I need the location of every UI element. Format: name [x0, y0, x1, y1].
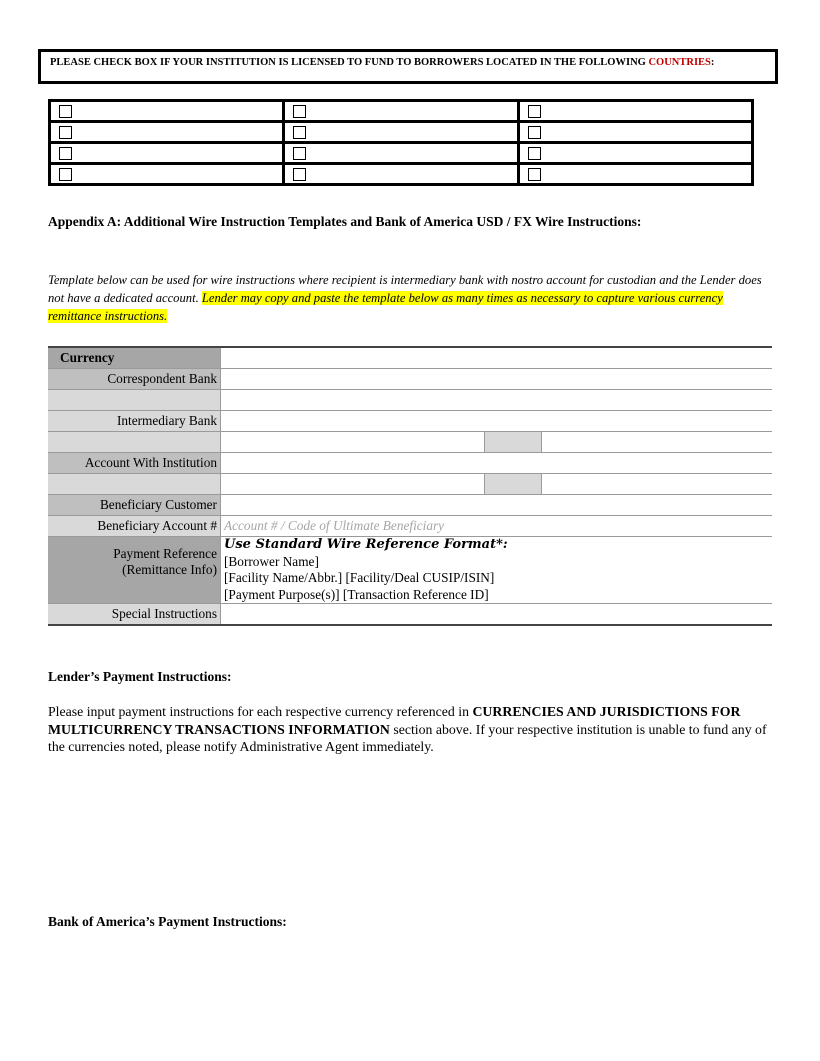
- intermediary-code-input[interactable]: [542, 432, 773, 453]
- currency-row: [48, 347, 772, 369]
- lender-body-bold: CURRENCIES AND JURISDICTIONS FOR MULTICURRENCY TRANSACTIONS INFORMATION: [48, 704, 741, 737]
- country-checkbox-grid: [48, 99, 754, 186]
- awi-code-input[interactable]: [542, 474, 773, 495]
- country-checkbox[interactable]: [293, 126, 306, 139]
- blank-label: [48, 474, 221, 495]
- country-cell[interactable]: [284, 122, 518, 143]
- country-checkbox[interactable]: [293, 105, 306, 118]
- country-checkbox[interactable]: [59, 126, 72, 139]
- appendix-heading: Appendix A: Additional Wire Instruction Templates and Bank of America USD / FX Wire Instructions:: [48, 214, 642, 229]
- wire-instruction-form: [48, 346, 772, 626]
- checkbox-row: [50, 101, 753, 122]
- correspondent-bank-detail-row: [48, 390, 772, 411]
- beneficiary-account-row: [48, 516, 772, 537]
- reference-line-1: [Borrower Name]: [224, 553, 319, 569]
- blank-label: [48, 390, 221, 411]
- countries-colon: :: [710, 57, 715, 68]
- country-checkbox[interactable]: [293, 147, 306, 160]
- account-with-institution-label: Account With Institution: [48, 453, 221, 474]
- currency-label: Currency: [48, 347, 221, 369]
- currency-input[interactable]: [221, 347, 773, 369]
- intermediary-bank-input[interactable]: [221, 411, 773, 432]
- special-instructions-input[interactable]: [221, 604, 773, 626]
- beneficiary-customer-label: Beneficiary Customer: [48, 495, 221, 516]
- country-cell[interactable]: [518, 143, 752, 164]
- country-checkbox[interactable]: [528, 147, 541, 160]
- country-cell[interactable]: [518, 164, 752, 185]
- reference-line-2: [Facility Name/Abbr.] [Facility/Deal CUSIP/ISIN]: [224, 570, 495, 585]
- countries-instruction-text: PLEASE CHECK BOX IF YOUR INSTITUTION IS LICENSED TO FUND TO BORROWERS LOCATED IN THE FOLLOWING: [50, 57, 646, 68]
- reference-format-title: Use Standard Wire Reference Format*:: [224, 537, 508, 552]
- checkbox-row: [50, 122, 753, 143]
- lender-heading: Lender’s Payment Instructions:: [48, 669, 232, 684]
- lender-body-prefix: Please input payment instructions for each respective currency referenced in: [48, 704, 473, 719]
- awi-code-label: [485, 474, 542, 495]
- beneficiary-account-label: Beneficiary Account #: [48, 516, 221, 537]
- country-cell[interactable]: [518, 122, 752, 143]
- country-cell[interactable]: [284, 143, 518, 164]
- checkbox-row: [50, 164, 753, 185]
- countries-instruction-box: [38, 49, 778, 84]
- payment-reference-label: [48, 537, 221, 604]
- payment-reference-label-line2: (Remittance Info): [122, 562, 217, 577]
- beneficiary-customer-input[interactable]: [221, 495, 773, 516]
- lender-body: [48, 703, 774, 756]
- account-with-institution-row: [48, 453, 772, 474]
- special-instructions-row: [48, 604, 772, 626]
- country-cell[interactable]: [518, 101, 752, 122]
- template-note: [48, 271, 778, 325]
- blank-label: [48, 432, 221, 453]
- beneficiary-account-input[interactable]: Account # / Code of Ultimate Beneficiary: [221, 516, 773, 537]
- intermediary-bank-label: Intermediary Bank: [48, 411, 221, 432]
- country-checkbox[interactable]: [293, 168, 306, 181]
- correspondent-bank-label: Correspondent Bank: [48, 369, 221, 390]
- lender-body-suffix: section above. If your respective institution is unable to fund any of the currencies noted, please notify Administrative Agent immediately.: [48, 721, 767, 754]
- account-with-institution-input[interactable]: [221, 453, 773, 474]
- country-checkbox[interactable]: [528, 105, 541, 118]
- country-checkbox[interactable]: [528, 168, 541, 181]
- country-cell[interactable]: [284, 164, 518, 185]
- payment-reference-row: [48, 537, 772, 604]
- country-checkbox[interactable]: [528, 126, 541, 139]
- boa-heading: Bank of America’s Payment Instructions:: [48, 914, 287, 929]
- correspondent-bank-detail-input[interactable]: [221, 390, 773, 411]
- country-cell[interactable]: [50, 143, 284, 164]
- intermediary-code-label: [485, 432, 542, 453]
- intermediary-bank-row: [48, 411, 772, 432]
- beneficiary-customer-row: [48, 495, 772, 516]
- country-cell[interactable]: [50, 122, 284, 143]
- country-cell[interactable]: [50, 101, 284, 122]
- intermediary-bank-detail-row: [48, 432, 772, 453]
- country-cell[interactable]: [284, 101, 518, 122]
- correspondent-bank-row: [48, 369, 772, 390]
- checkbox-row: [50, 143, 753, 164]
- special-instructions-label: Special Instructions: [48, 604, 221, 626]
- correspondent-bank-input[interactable]: [221, 369, 773, 390]
- intermediary-account-input[interactable]: [221, 432, 485, 453]
- template-note-highlight: Lender may copy and paste the template below as many times as necessary to capture various currency remittance instructions.: [48, 291, 723, 323]
- account-with-institution-detail-row: [48, 474, 772, 495]
- awi-account-input[interactable]: [221, 474, 485, 495]
- country-checkbox[interactable]: [59, 168, 72, 181]
- country-cell[interactable]: [50, 164, 284, 185]
- country-checkbox[interactable]: [59, 105, 72, 118]
- template-note-text: Template below can be used for wire instructions where recipient is intermediary bank with nostro account for custodian and the Lender does not have a dedicated account.: [48, 273, 762, 305]
- reference-line-3: [Payment Purpose(s)] [Transaction Reference ID]: [224, 586, 489, 602]
- payment-reference-label-line1: Payment Reference: [113, 546, 217, 561]
- country-checkbox[interactable]: [59, 147, 72, 160]
- payment-reference-input[interactable]: [221, 537, 773, 604]
- countries-highlight-word: COUNTRIES: [648, 57, 711, 68]
